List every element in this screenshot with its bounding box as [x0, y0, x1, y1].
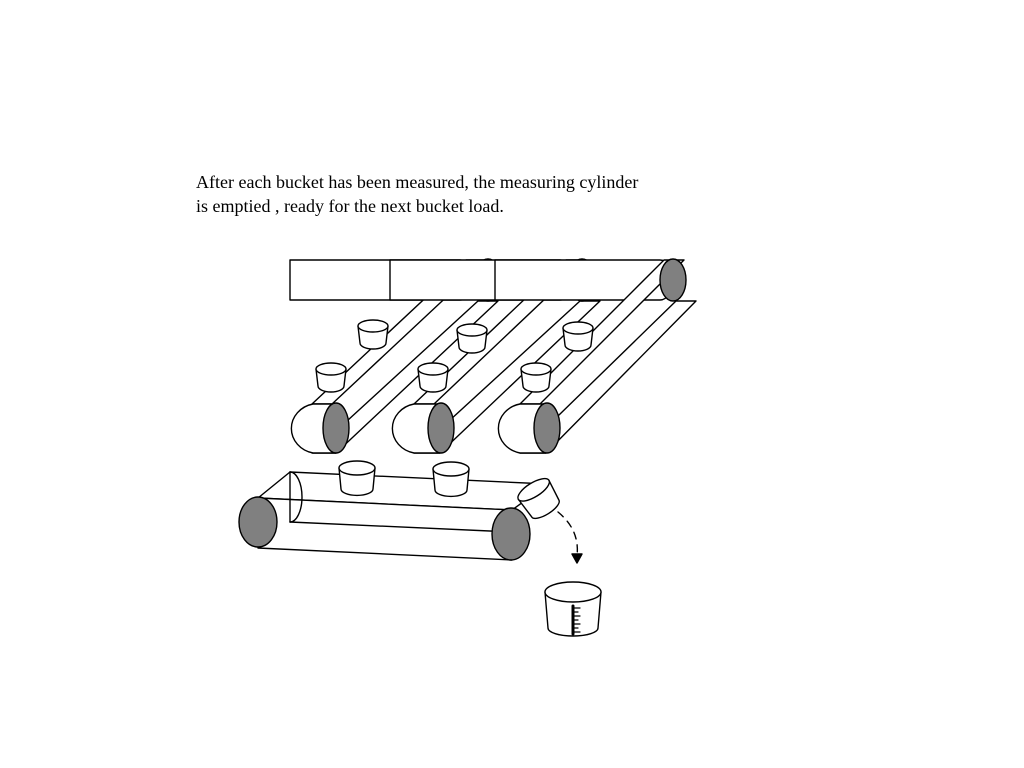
- bucket: [563, 322, 593, 351]
- roller-end-left: [239, 497, 277, 547]
- bucket: [358, 320, 388, 349]
- bucket: [457, 324, 487, 353]
- caption-line-2: is emptied , ready for the next bucket load.: [196, 196, 504, 216]
- measuring-cylinder: [545, 582, 601, 636]
- roller-end-top: [660, 259, 686, 301]
- roller-end-bottom: [534, 403, 560, 453]
- roller-end-bottom: [428, 403, 454, 453]
- caption-line-1: After each bucket has been measured, the measuring cylinder: [196, 172, 639, 192]
- bucket: [433, 462, 469, 496]
- pour-arrow: [558, 512, 582, 563]
- horizontal-conveyor: [239, 461, 564, 560]
- roller-end-bottom: [323, 403, 349, 453]
- bucket: [418, 363, 448, 392]
- bucket: [521, 363, 551, 392]
- roller-end-right: [492, 508, 530, 560]
- bucket: [339, 461, 375, 495]
- bucket: [316, 363, 346, 392]
